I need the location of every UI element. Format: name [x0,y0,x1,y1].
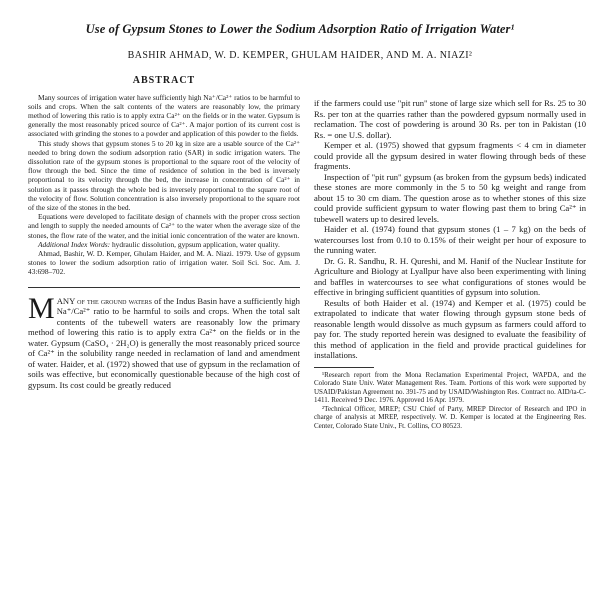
keywords-text: hydraulic dissolution, gypsum application, water quality. [111,239,280,249]
body-paragraph: Haider et al. (1974) found that gypsum stones (1 – 7 kg) on the beds of watercourses lost from 0.10 to 0.15% of their weight per hour of exposure to the running water. [314,224,586,255]
abstract-heading: ABSTRACT [132,76,196,86]
keywords [28,240,300,249]
footnotes [314,371,586,431]
body-paragraph: Inspection of "pit run" gypsum (as broken from the gypsum beds) indicated these stones are more commonly in the 5 to 50 kg weight and range from about 15 to 30 cm diam. The question arose as to whether stones of this size could provide sufficient gypsum to water flowing past them to bring Ca²⁺ in tubewell waters up to desired levels. [314,171,586,224]
body-paragraph: Dr. G. R. Sandhu, R. H. Qureshi, and M. Hanif of the Nuclear Institute for Agriculture and Biology at Lyallpur have also been experimenting with lining and baffles in watercourses to see what configurations of stones would be effective in bringing sufficient quantities of gypsum into solution. [314,255,586,297]
body-paragraph: if the farmers could use "pit run" stone of large size which sell for Rs. 25 to 30 Rs. per ton at the quarries rather than the powdered gypsum normally used in reclamation. The cost of powdering is around 30 Rs. per ton in Pakistan (10 Rs. = one U.S. dollar). [314,98,586,140]
drop-cap: M [28,291,55,325]
intro-text: of the Indus Basin have a sufficiently high Na⁺/Ca²⁺ ratio to be harmful to soils and crops. When the total salt contents of the tubewell waters are reasonably low the primary method of lowering this ratio is to apply extra Ca²⁺ on the fields or in the water. Gypsum (CaSO₄ · 2H₂O) is generally the most reasonably priced source of Ca²⁺ in the solubility range needed in reclamation of land and amendment of water. Haider, et al. (1972) showed that use of gypsum in the reclamation of soils was effective, but economically questionable because of the high cost of gypsum. Its cost could be greatly reduced [28,295,300,390]
right-column [314,98,586,598]
paper-title: Use of Gypsum Stones to Lower the Sodium Adsorption Ratio of Irrigation Water¹ [85,22,515,36]
abstract-paragraph: Many sources of irrigation water have sufficiently high Na⁺/Ca²⁺ ratios to be harmful to soils and crops. When the salt contents of the waters are reasonably low, the primary method of lowering this ratio is to apply extra Ca²⁺ on the fields or in the water. Gypsum is generally the most reasonably priced source of Ca²⁺. A major portion of its current cost is associated with grinding the stones to a powder and application of this powder to the fields. [28,92,300,139]
abstract [28,76,300,277]
left-column [28,76,300,576]
body-paragraph: Kemper et al. (1975) showed that gypsum fragments < 4 cm in diameter could provide all the gypsum desired in water flowing through beds of these fragments. [314,140,586,171]
abstract-divider [28,287,300,288]
abstract-paragraph: This study shows that gypsum stones 5 to 20 kg in size are a usable source of the Ca²⁺ needed to bring down the sodium adsorption ratio (SAR) in sodic irrigation waters. The dissolution rate of the gypsum stones is proportional to the square root of the velocity of flow through the bed. Since the time of residence of solution in the bed is inversely proportional to its velocity through the bed, the increase in concentration of Ca²⁺ in solution as it passes through the whole bed is inversely proportional to the square root of the velocity of flow. Solution concentration is also inversely proportional to the square root of the size of the stones in the bed. [28,138,300,213]
footnote-divider [314,367,374,368]
lead-caps: ANY of the ground waters [56,295,152,306]
body-text [28,291,300,391]
footnote: ²Technical Officer, MREP; CSU Chief of Party, MREP Director of Research and IPO in charge of analysis at MREP, respectively. W. D. Kemper is located at the Engineering Res. Center, Colorado State Univ., Ft. Collins, CO 80523. [314,404,586,431]
citation: Ahmad, Bashir, W. D. Kemper, Ghulam Haider, and M. A. Niazi. 1979. Use of gypsum stones to lower the sodium adsorption ratio of irrigation water. Soil Sci. Soc. Am. J. 43:698–702. [28,249,300,277]
abstract-paragraph: Equations were developed to facilitate design of channels with the proper cross section and length to supply the needed amounts of Ca²⁺ to the water when the average size of the stones, the flow rate of the water, and the initial ionic concentration of the water are known. [28,212,300,240]
keywords-label: Additional Index Words: [38,239,111,249]
author-line: BASHIR AHMAD, W. D. KEMPER, GHULAM HAIDER, AND M. A. NIAZI² [127,50,473,61]
body-paragraph: Results of both Haider et al. (1974) and Kemper et al. (1975) could be extrapolated to indicate that water flowing through gypsum stone beds of reasonable length would dissolve as much gypsum as farmers could afford to pay for. The study reported herein was designed to evaluate the feasibility of this method of application in the field and provide practical guidelines for installations. [314,297,586,360]
footnote: ¹Research report from the Mona Reclamation Experimental Project, WAPDA, and the Colorado State Univ. Water Management Res. Team. Portions of this work were supported by USAID/Pakistan Agreement no. 391-75 and by USAID/Washington Res. Contract no. AID/ta-C-1411. Received 9 Dec. 1976. Approved 16 Apr. 1979. [314,370,586,405]
intro-paragraph [28,291,300,391]
